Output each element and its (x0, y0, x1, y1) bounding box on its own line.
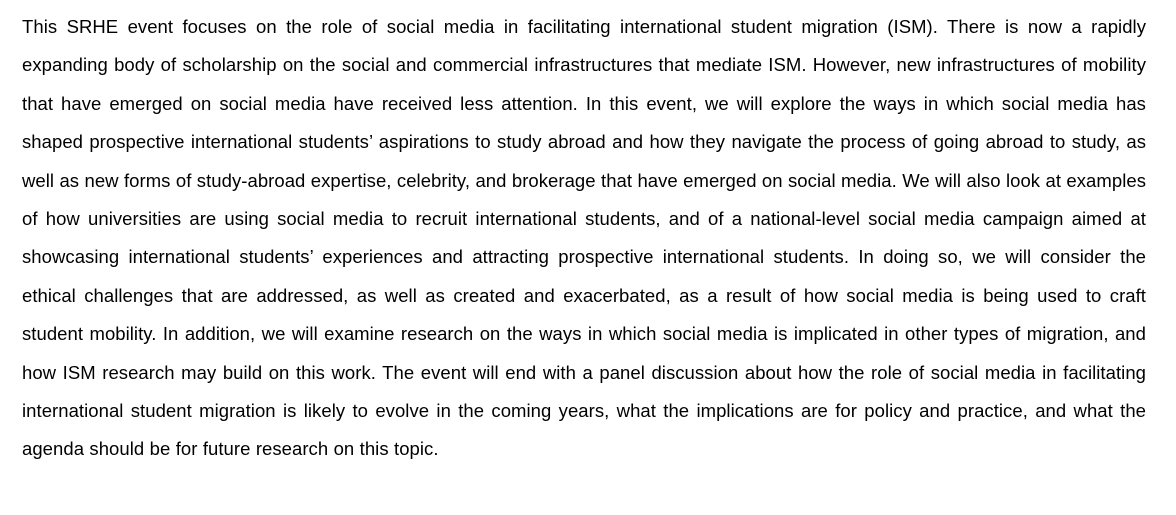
event-description-paragraph: This SRHE event focuses on the role of social media in facilitating international student migration (ISM). There is now a rapidly expanding body of scholarship on the social and commercial infrastructures that mediate ISM. However, new infrastructures of mobility that have emerged on social media have received less attention. In this event, we will explore the ways in which social media has shaped prospective international students’ aspirations to study abroad and how they navigate the process of going abroad to study, as well as new forms of study-abroad expertise, celebrity, and brokerage that have emerged on social media. We will also look at examples of how universities are using social media to recruit international students, and of a national-level social media campaign aimed at showcasing international students’ experiences and attracting prospective international students. In doing so, we will consider the ethical challenges that are addressed, as well as created and exacerbated, as a result of how social media is being used to craft student mobility. In addition, we will examine research on the ways in which social media is implicated in other types of migration, and how ISM research may build on this work. The event will end with a panel discussion about how the role of social media in facilitating international student migration is likely to evolve in the coming years, what the implications are for policy and practice, and what the agenda should be for future research on this topic. (22, 16, 1146, 460)
